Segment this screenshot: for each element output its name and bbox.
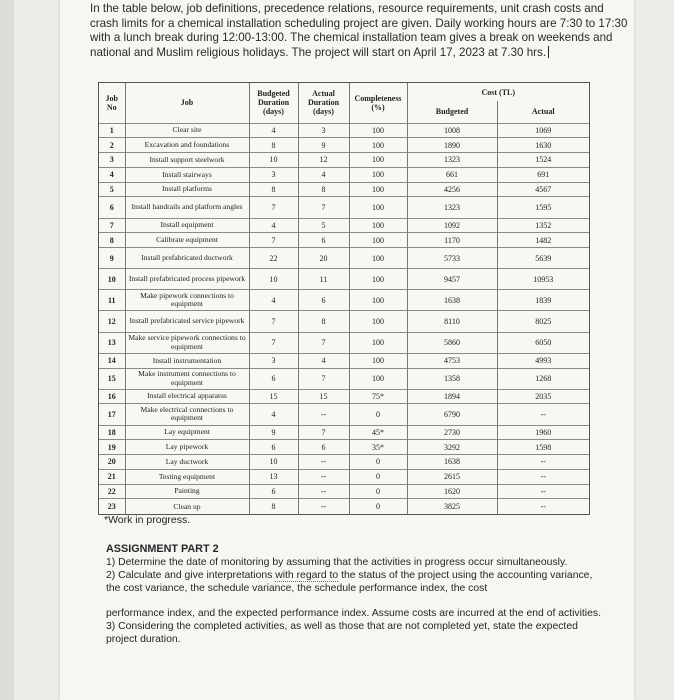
cell-budgeted-duration: 15 <box>249 389 298 404</box>
cell-completeness: 75* <box>349 389 407 404</box>
cell-actual-cost: 1069 <box>497 123 589 138</box>
cell-actual-duration: 9 <box>298 138 349 153</box>
cell-actual-cost: 691 <box>497 167 589 182</box>
cell-job-no: 5 <box>99 182 125 197</box>
cell-budgeted-cost: 1638 <box>407 455 497 470</box>
cell-budgeted-duration: 6 <box>249 368 298 389</box>
table-body <box>99 123 589 514</box>
cell-budgeted-duration: 6 <box>249 484 298 499</box>
cell-completeness: 0 <box>349 499 407 514</box>
cell-budgeted-duration: 10 <box>249 269 298 290</box>
cell-completeness: 100 <box>349 353 407 368</box>
cell-actual-cost: 1960 <box>497 425 589 440</box>
cell-completeness: 100 <box>349 233 407 248</box>
cell-job-no: 8 <box>99 233 125 248</box>
cell-job-no: 18 <box>99 425 125 440</box>
question-3: 3) Considering the completed activities, as well as those that are not completed yet, state the expected project duration. <box>106 621 578 645</box>
table-row <box>99 425 589 440</box>
cell-job-no: 6 <box>99 197 125 218</box>
cell-job-no: 7 <box>99 218 125 233</box>
cell-completeness: 0 <box>349 455 407 470</box>
header-cost: Cost (TL) <box>481 87 516 97</box>
cell-actual-cost: 6050 <box>497 332 589 353</box>
intro-text: In the table below, job definitions, precedence relations, resource requirements, unit crash costs and crash limits for a chemical installation scheduling project are given. Daily working hours are 7:30 to 17:30 with a lunch break during 12:00-13:00. The chemical installation team gives a break on weekends and national and Muslim religious holidays. The project will start on April 17, 2023 at 7.30 hrs. <box>90 2 628 59</box>
cell-completeness: 100 <box>349 123 407 138</box>
cell-actual-cost: -- <box>497 484 589 499</box>
header-actual-cost: Actual <box>531 107 555 117</box>
cell-budgeted-cost: 1638 <box>407 290 497 311</box>
cell-job-name: Excavation and foundations <box>125 138 249 153</box>
cell-job-name: Make pipework connections to equipment <box>125 290 249 311</box>
cell-actual-duration: 12 <box>298 153 349 168</box>
cell-actual-duration: 7 <box>298 197 349 218</box>
cell-actual-cost: 4567 <box>497 182 589 197</box>
cell-budgeted-cost: 4256 <box>407 182 497 197</box>
cell-budgeted-duration: 7 <box>249 311 298 332</box>
cell-job-no: 4 <box>99 167 125 182</box>
cell-budgeted-duration: 3 <box>249 353 298 368</box>
cell-budgeted-duration: 4 <box>249 123 298 138</box>
question-2 <box>106 569 606 595</box>
cell-actual-duration: 8 <box>298 311 349 332</box>
cell-budgeted-duration: 6 <box>249 440 298 455</box>
table-row <box>99 197 589 218</box>
cell-budgeted-duration: 4 <box>249 218 298 233</box>
cell-budgeted-cost: 1008 <box>407 123 497 138</box>
project-table <box>98 82 590 515</box>
cell-job-name: Install handrails and platform angles <box>125 197 249 218</box>
cell-job-name: Calibrate equipment <box>125 233 249 248</box>
cell-job-name: Lay ductwork <box>125 455 249 470</box>
cell-actual-duration: -- <box>298 469 349 484</box>
cell-job-no: 16 <box>99 389 125 404</box>
question-2-continued: performance index, and the expected performance index. Assume costs are incurred at the end of activities. <box>106 608 601 619</box>
cell-budgeted-duration: 8 <box>249 499 298 514</box>
cell-actual-duration: 7 <box>298 368 349 389</box>
cell-job-name: Lay equipment <box>125 425 249 440</box>
cell-job-name: Install prefabricated process pipework <box>125 269 249 290</box>
cell-actual-duration: 15 <box>298 389 349 404</box>
cell-budgeted-duration: 22 <box>249 248 298 269</box>
table-row <box>99 269 589 290</box>
cell-actual-cost: -- <box>497 404 589 425</box>
cell-job-name: Lay pipework <box>125 440 249 455</box>
cell-job-no: 21 <box>99 469 125 484</box>
cell-completeness: 100 <box>349 332 407 353</box>
cell-actual-duration: 7 <box>298 332 349 353</box>
cell-job-name: Clear site <box>125 123 249 138</box>
cell-job-no: 23 <box>99 499 125 514</box>
cell-job-no: 3 <box>99 153 125 168</box>
cell-budgeted-cost: 1890 <box>407 138 497 153</box>
cell-budgeted-duration: 4 <box>249 290 298 311</box>
cell-job-name: Clean up <box>125 499 249 514</box>
cell-job-no: 15 <box>99 368 125 389</box>
cell-budgeted-duration: 13 <box>249 469 298 484</box>
cell-actual-cost: 1595 <box>497 197 589 218</box>
cell-job-no: 13 <box>99 332 125 353</box>
cell-budgeted-duration: 9 <box>249 425 298 440</box>
cell-job-name: Install equipment <box>125 218 249 233</box>
cell-budgeted-cost: 1894 <box>407 389 497 404</box>
cell-budgeted-cost: 8110 <box>407 311 497 332</box>
cell-completeness: 35* <box>349 440 407 455</box>
page-edge <box>0 0 14 700</box>
question-2-text-b: the status of the project using the accounting variance, the cost variance, the schedule variance, the schedule performance index, the cost <box>106 570 593 594</box>
cell-actual-duration: 3 <box>298 123 349 138</box>
table-row <box>99 404 589 425</box>
cell-budgeted-cost: 661 <box>407 167 497 182</box>
cell-budgeted-cost: 1170 <box>407 233 497 248</box>
cell-actual-cost: 1524 <box>497 153 589 168</box>
cell-completeness: 45* <box>349 425 407 440</box>
cell-actual-cost: -- <box>497 469 589 484</box>
cell-completeness: 100 <box>349 167 407 182</box>
header-job-no: Job No <box>99 83 125 123</box>
cell-budgeted-cost: 2730 <box>407 425 497 440</box>
table-row <box>99 440 589 455</box>
cell-job-name: Install electrical apparatus <box>125 389 249 404</box>
cell-completeness: 100 <box>349 218 407 233</box>
cell-budgeted-duration: 10 <box>249 153 298 168</box>
cell-job-name: Make service pipework connections to equipment <box>125 332 249 353</box>
header-completeness: Completeness (%) <box>349 83 407 123</box>
cell-job-no: 2 <box>99 138 125 153</box>
cell-completeness: 100 <box>349 197 407 218</box>
table-row <box>99 455 589 470</box>
table-row <box>99 218 589 233</box>
table-row <box>99 233 589 248</box>
spellcheck-underline: with regard to <box>275 570 339 581</box>
cell-job-no: 11 <box>99 290 125 311</box>
cell-actual-duration: 6 <box>298 233 349 248</box>
cell-completeness: 100 <box>349 368 407 389</box>
cell-job-no: 10 <box>99 269 125 290</box>
cell-job-no: 1 <box>99 123 125 138</box>
cell-actual-cost: 10953 <box>497 269 589 290</box>
cell-actual-duration: 5 <box>298 218 349 233</box>
table-row <box>99 389 589 404</box>
cell-job-name: Painting <box>125 484 249 499</box>
cell-budgeted-cost: 1358 <box>407 368 497 389</box>
table-row <box>99 182 589 197</box>
table-row <box>99 311 589 332</box>
table-row <box>99 290 589 311</box>
cell-job-no: 9 <box>99 248 125 269</box>
cell-actual-cost: 8025 <box>497 311 589 332</box>
cell-budgeted-cost: 4753 <box>407 353 497 368</box>
cell-budgeted-duration: 7 <box>249 233 298 248</box>
cell-completeness: 100 <box>349 248 407 269</box>
cell-job-no: 19 <box>99 440 125 455</box>
cell-job-name: Install platforms <box>125 182 249 197</box>
cell-budgeted-cost: 3292 <box>407 440 497 455</box>
cell-job-name: Install stairways <box>125 167 249 182</box>
cell-actual-cost: -- <box>497 455 589 470</box>
header-actual-duration: Actual Duration (days) <box>298 83 349 123</box>
cell-actual-duration: 6 <box>298 290 349 311</box>
cell-actual-cost: 1352 <box>497 218 589 233</box>
cell-budgeted-duration: 7 <box>249 197 298 218</box>
cell-completeness: 100 <box>349 269 407 290</box>
cell-actual-cost: 2035 <box>497 389 589 404</box>
cell-budgeted-duration: 7 <box>249 332 298 353</box>
cell-budgeted-duration: 8 <box>249 138 298 153</box>
table-row <box>99 153 589 168</box>
cell-job-name: Install prefabricated ductwork <box>125 248 249 269</box>
cell-actual-duration: 4 <box>298 353 349 368</box>
cell-job-no: 22 <box>99 484 125 499</box>
cell-actual-duration: 8 <box>298 182 349 197</box>
cell-actual-duration: -- <box>298 455 349 470</box>
cell-job-name: Install support steelwork <box>125 153 249 168</box>
assignment-title: ASSIGNMENT PART 2 <box>106 543 219 555</box>
table-row <box>99 332 589 353</box>
table-row <box>99 469 589 484</box>
cell-budgeted-duration: 3 <box>249 167 298 182</box>
cell-actual-cost: -- <box>497 499 589 514</box>
cell-budgeted-cost: 5860 <box>407 332 497 353</box>
cell-job-no: 17 <box>99 404 125 425</box>
table-row <box>99 138 589 153</box>
cell-budgeted-duration: 8 <box>249 182 298 197</box>
cell-actual-cost: 1268 <box>497 368 589 389</box>
cell-budgeted-cost: 1620 <box>407 484 497 499</box>
cell-actual-cost: 5639 <box>497 248 589 269</box>
cell-budgeted-cost: 1092 <box>407 218 497 233</box>
cell-budgeted-cost: 1323 <box>407 153 497 168</box>
cell-completeness: 100 <box>349 138 407 153</box>
intro-paragraph <box>90 2 630 60</box>
cell-budgeted-cost: 2615 <box>407 469 497 484</box>
question-2-text-a: 2) Calculate and give interpretations <box>106 570 276 581</box>
cell-completeness: 100 <box>349 311 407 332</box>
cell-completeness: 0 <box>349 469 407 484</box>
cell-actual-duration: -- <box>298 404 349 425</box>
header-budgeted-duration: Budgeted Duration (days) <box>249 83 298 123</box>
cell-budgeted-cost: 1323 <box>407 197 497 218</box>
assignment-section <box>106 543 606 646</box>
table-row <box>99 167 589 182</box>
cell-actual-cost: 1482 <box>497 233 589 248</box>
table-row <box>99 484 589 499</box>
cell-job-no: 20 <box>99 455 125 470</box>
cell-actual-duration: -- <box>298 499 349 514</box>
cell-job-name: Make electrical connections to equipment <box>125 404 249 425</box>
cell-budgeted-cost: 6790 <box>407 404 497 425</box>
cell-actual-cost: 1839 <box>497 290 589 311</box>
cell-actual-cost: 1598 <box>497 440 589 455</box>
cell-completeness: 0 <box>349 404 407 425</box>
cell-job-name: Testing equipment <box>125 469 249 484</box>
cell-budgeted-cost: 9457 <box>407 269 497 290</box>
table-row <box>99 499 589 514</box>
table-row <box>99 123 589 138</box>
cell-job-name: Make instrument connections to equipment <box>125 368 249 389</box>
cell-actual-duration: 6 <box>298 440 349 455</box>
cell-job-name: Install instrumentation <box>125 353 249 368</box>
cell-actual-cost: 1630 <box>497 138 589 153</box>
cell-actual-duration: 7 <box>298 425 349 440</box>
question-1: 1) Determine the date of monitoring by assuming that the activities in progress occur simultaneously. <box>106 557 568 568</box>
text-cursor <box>548 46 549 58</box>
cell-job-name: Install prefabricated service pipework <box>125 311 249 332</box>
cell-completeness: 100 <box>349 290 407 311</box>
header-budgeted-cost: Budgeted <box>407 101 497 123</box>
footnote: *Work in progress. <box>104 514 191 526</box>
cell-completeness: 100 <box>349 182 407 197</box>
cell-actual-duration: 11 <box>298 269 349 290</box>
cell-job-no: 14 <box>99 353 125 368</box>
cell-job-no: 12 <box>99 311 125 332</box>
cell-completeness: 0 <box>349 484 407 499</box>
header-job: Job <box>125 83 249 123</box>
cell-actual-duration: 20 <box>298 248 349 269</box>
cell-actual-cost: 4993 <box>497 353 589 368</box>
document-page <box>60 0 634 700</box>
cell-budgeted-duration: 10 <box>249 455 298 470</box>
cell-budgeted-cost: 3825 <box>407 499 497 514</box>
table-row <box>99 248 589 269</box>
cell-budgeted-cost: 5733 <box>407 248 497 269</box>
cell-actual-duration: 4 <box>298 167 349 182</box>
cell-budgeted-duration: 4 <box>249 404 298 425</box>
table-row <box>99 353 589 368</box>
table-row <box>99 368 589 389</box>
cell-completeness: 100 <box>349 153 407 168</box>
cell-actual-duration: -- <box>298 484 349 499</box>
